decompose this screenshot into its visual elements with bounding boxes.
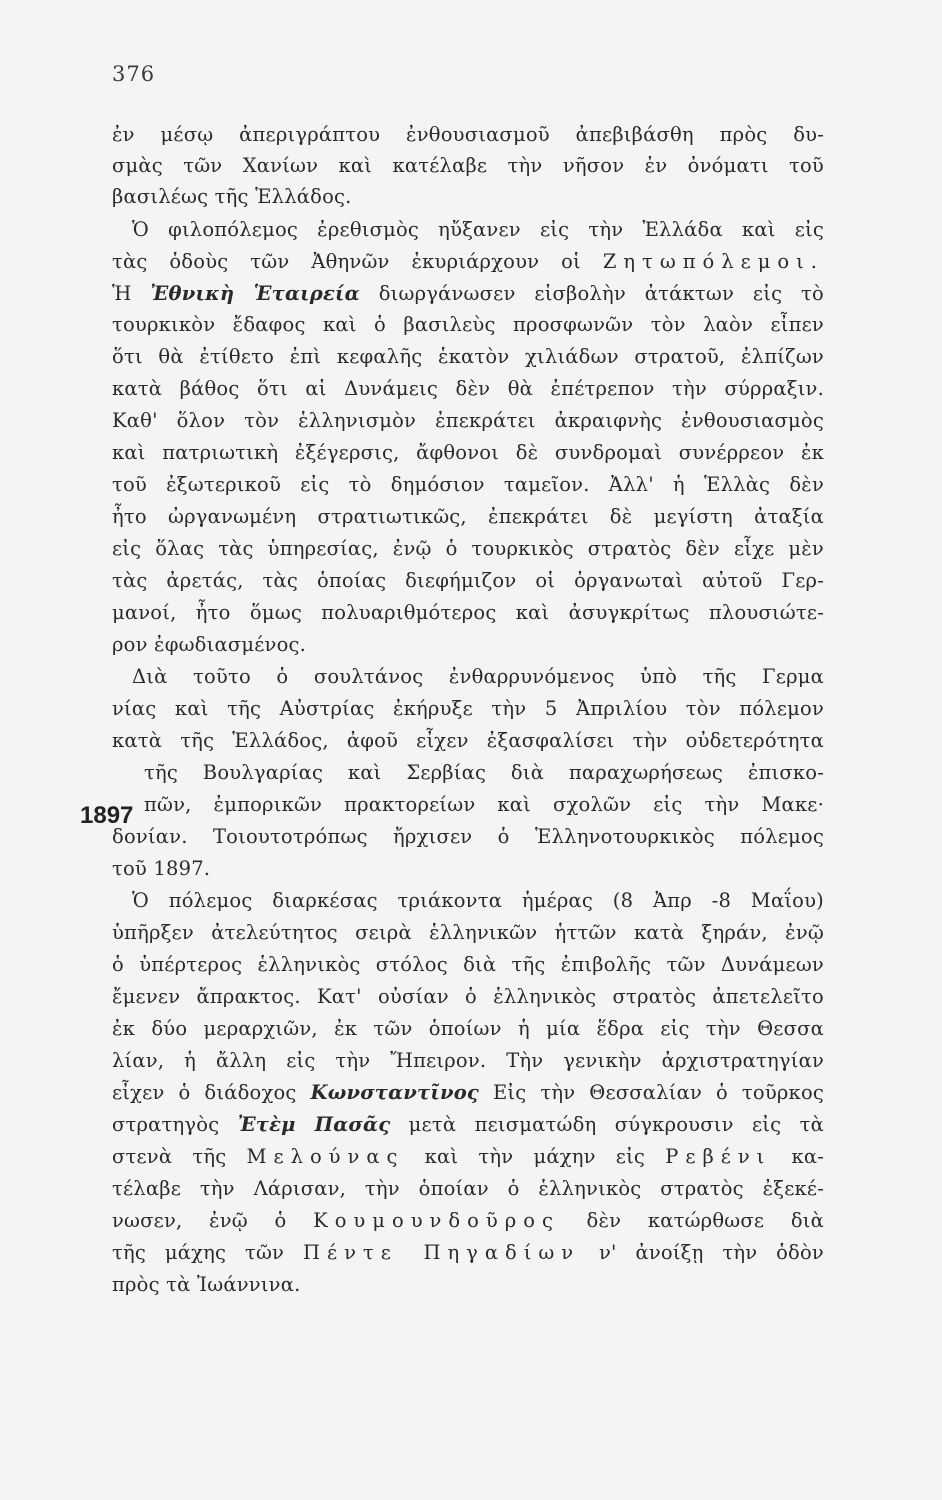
text-line [112,1078,824,1108]
text-line [112,279,824,309]
text-line: εἰς ὅλας τὰς ὑπηρεσίας, ἐνῷ ὁ τουρκικὸς στρατὸς δὲν εἶχε μὲν [112,537,824,560]
text-segment: καὶ τὴν μάχην εἰς [424,1145,646,1168]
text-line: Ὁ φιλοπόλεμος ἐρεθισμὸς ηὔξανεν εἰς τὴν Ἑλλάδα καὶ εἰς [132,218,824,241]
emphasized-name: Ἐτὲμ Πασᾶς [237,1113,391,1136]
spaced-word: Κουμουνδοῦρος [313,1209,560,1232]
text-segment: μετὰ πεισματώδη σύγκρουσιν εἰς τὰ [408,1113,824,1136]
spaced-word: Μελούνας [246,1145,405,1168]
text-line: τοῦ 1897. [112,857,211,880]
text-line: βασιλέως τῆς Ἑλλάδος. [112,185,352,208]
text-segment: στρατηγὸς [112,1113,220,1136]
text-line [112,247,824,277]
text-line: πῶν, ἐμπορικῶν πρακτορείων καὶ σχολῶν εἰς τὴν Μακε· [144,793,824,816]
text-line [112,1238,824,1268]
margin-year-note: 1897 [80,802,134,829]
text-line: τουρκικὸν ἔδαφος καὶ ὁ βασιλεὺς προσφωνῶν τὸν λαὸν εἶπεν [112,313,824,336]
text-line: Ὁ πόλεμος διαρκέσας τριάκοντα ἡμέρας (8 Ἀπρ -8 Μαΐου) [132,889,824,912]
text-segment: Εἰς τὴν Θεσσαλίαν ὁ τοῦρκος [493,1081,824,1104]
text-line: πρὸς τὰ Ἰωάννινα. [112,1273,301,1296]
spaced-word: Πέντε Πηγαδίων [302,1241,581,1264]
emphasized-name: Ἐθνικὴ Ἑταιρεία [150,282,360,305]
text-segment: Ἡ [112,282,132,305]
text-line: λίαν, ἡ ἄλλη εἰς τὴν Ἤπειρον. Τὴν γενικὴν ἀρχιστρατηγίαν [112,1049,824,1072]
text-line [112,1206,824,1236]
text-line: ὁ ὑπέρτερος ἑλληνικὸς στόλος διὰ τῆς ἐπιβολῆς τῶν Δυνάμεων [112,953,824,976]
spaced-word: Ρεβένι [665,1145,772,1168]
text-line: ὅτι θὰ ἐτίθετο ἐπὶ κεφαλῆς ἑκατὸν χιλιάδων στρατοῦ, ἐλπίζων [112,345,824,368]
text-line [112,1142,824,1172]
text-line: ἦτο ὠργανωμένη στρατιωτικῶς, ἐπεκράτει δὲ μεγίστη ἀταξία [112,505,824,528]
text-line: μανοί, ἦτο ὅμως πολυαριθμότερος καὶ ἀσυγκρίτως πλουσιώτε- [112,601,824,624]
text-line: τὰς ἀρετάς, τὰς ὁποίας διεφήμιζον οἱ ὀργανωταὶ αὐτοῦ Γερ- [112,569,824,592]
text-segment: δὲν κατώρθωσε διὰ [586,1209,824,1232]
text-line: ρον ἐφωδιασμένος. [112,633,307,656]
text-line: ἐν μέσῳ ἀπεριγράπτου ἐνθουσιασμοῦ ἀπεβιβάσθη πρὸς δυ- [112,123,824,146]
text-line: τοῦ ἐξωτερικοῦ εἰς τὸ δημόσιον ταμεῖον. Ἀλλ' ἡ Ἑλλὰς δὲν [112,473,824,496]
emphasized-name: Κωνσταντῖνος [310,1081,479,1104]
text-line: Διὰ τοῦτο ὁ σουλτάνος ἐνθαρρυνόμενος ὑπὸ τῆς Γερμα [132,665,824,688]
text-segment: τὰς ὁδοὺς τῶν Ἀθηνῶν ἐκυριάρχουν οἱ [112,250,581,273]
text-segment: ν' ἀνοίξῃ τὴν ὁδὸν [598,1241,824,1264]
text-segment: εἶχεν ὁ διάδοχος [112,1081,297,1104]
text-segment: κα- [791,1145,824,1168]
page-number: 376 [112,62,156,86]
text-line: τέλαβε τὴν Λάρισαν, τὴν ὁποίαν ὁ ἑλληνικὸς στρατὸς ἐξεκέ- [112,1177,824,1200]
text-line: δονίαν. Τοιουτοτρόπως ἤρχισεν ὁ Ἑλληνοτουρκικὸς πόλεμος [112,825,824,848]
text-line: τῆς Βουλγαρίας καὶ Σερβίας διὰ παραχωρήσεως ἐπισκο- [144,761,824,784]
spaced-word: Ζητωπόλεμοι. [602,250,824,273]
text-line: σμὰς τῶν Χανίων καὶ κατέλαβε τὴν νῆσον ἐν ὀνόματι τοῦ [112,154,824,177]
text-line: Καθ' ὅλον τὸν ἑλληνισμὸν ἐπεκράτει ἀκραιφνὴς ἐνθουσιασμὸς [112,409,824,432]
text-line [112,1110,824,1140]
text-segment: στενὰ τῆς [112,1145,227,1168]
text-line: νίας καὶ τῆς Αὐστρίας ἐκήρυξε τὴν 5 Ἀπριλίου τὸν πόλεμον [112,697,824,720]
text-segment: διωργάνωσεν εἰσβολὴν ἀτάκτων εἰς τὸ [378,282,824,305]
text-segment: τῆς μάχης τῶν [112,1241,285,1264]
text-line: ἐκ δύο μεραρχιῶν, ἐκ τῶν ὁποίων ἡ μία ἕδρα εἰς τὴν Θεσσα [112,1017,824,1040]
text-line: ἔμενεν ἄπρακτος. Κατ' οὐσίαν ὁ ἑλληνικὸς στρατὸς ἀπετελεῖτο [112,985,824,1008]
text-line: ὑπῆρξεν ἀτελεύτητος σειρὰ ἑλληνικῶν ἡττῶν κατὰ ξηράν, ἐνῷ [112,921,824,944]
text-segment: νωσεν, ἐνῷ ὁ [112,1209,287,1232]
text-line: κατὰ βάθος ὅτι αἱ Δυνάμεις δὲν θὰ ἐπέτρεπον τὴν σύρραξιν. [112,377,824,400]
text-line: καὶ πατριωτικὴ ἐξέγερσις, ἄφθονοι δὲ συνδρομαὶ συνέρρεον ἐκ [112,441,824,464]
text-line: κατὰ τῆς Ἑλλάδος, ἀφοῦ εἶχεν ἐξασφαλίσει τὴν οὐδετερότητα [112,729,824,752]
